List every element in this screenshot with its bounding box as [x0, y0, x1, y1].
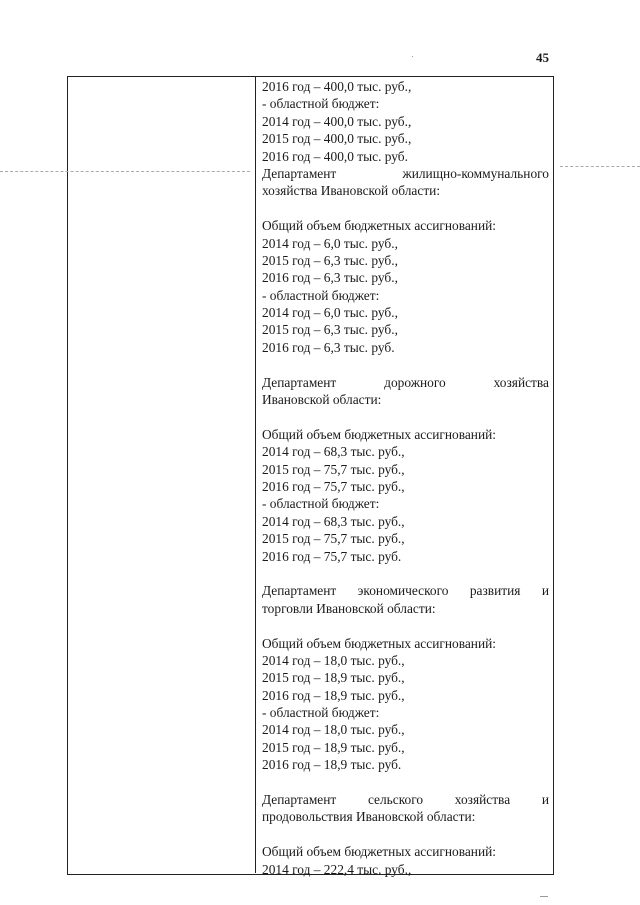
text-line: - областной бюджет:: [262, 96, 380, 112]
text-line: - областной бюджет:: [262, 496, 380, 512]
text-line: 2016 год – 75,7 тыс. руб.: [262, 548, 402, 564]
text-line: 2016 год – 75,7 тыс. руб.,: [262, 478, 405, 494]
text-line: Департамент экономического развития и: [262, 583, 549, 599]
text-line: 2016 год – 18,9 тыс. руб.: [262, 757, 402, 773]
text-line: 2015 год – 6,3 тыс. руб.,: [262, 322, 398, 338]
table-right-cell: [262, 78, 549, 878]
table-left-cell: [68, 77, 254, 872]
blank-line: [262, 200, 549, 217]
page-number: 45: [536, 50, 549, 65]
text-line: 2014 год – 6,0 тыс. руб.,: [262, 235, 398, 251]
text-line: 2016 год – 6,3 тыс. руб.,: [262, 270, 398, 286]
table-column-divider: [255, 76, 256, 873]
scan-dash-line-left: [0, 171, 250, 172]
text-line: продовольствия Ивановской области:: [262, 809, 476, 825]
scan-speck: [540, 896, 548, 897]
blank-line: [262, 565, 549, 582]
text-line: 2015 год – 400,0 тыс. руб.,: [262, 131, 412, 147]
blank-line: [262, 408, 549, 425]
text-line: 2015 год – 18,9 тыс. руб.,: [262, 739, 405, 755]
text-line: 2015 год – 6,3 тыс. руб.,: [262, 252, 398, 268]
text-line: 2014 год – 18,0 тыс. руб.,: [262, 652, 405, 668]
text-line: Департамент дорожного хозяйства: [262, 374, 549, 390]
text-line: 2014 год – 222,4 тыс. руб.,: [262, 861, 412, 877]
text-line: Департамент жилищно-коммунального: [262, 165, 549, 181]
text-line: - областной бюджет:: [262, 705, 380, 721]
blank-line: [262, 826, 549, 843]
scan-speck: [412, 56, 413, 57]
text-line: 2014 год – 18,0 тыс. руб.,: [262, 722, 405, 738]
blank-line: [262, 617, 549, 634]
text-line: 2016 год – 6,3 тыс. руб.: [262, 339, 395, 355]
text-line: 2014 год – 6,0 тыс. руб.,: [262, 305, 398, 321]
text-line: 2015 год – 75,7 тыс. руб.,: [262, 461, 405, 477]
text-line: Общий объем бюджетных ассигнований:: [262, 635, 497, 651]
text-line: - областной бюджет:: [262, 287, 380, 303]
text-line: 2016 год – 18,9 тыс. руб.,: [262, 687, 405, 703]
text-line: Департамент сельского хозяйства и: [262, 792, 549, 808]
text-line: хозяйства Ивановской области:: [262, 183, 441, 199]
text-line: 2016 год – 400,0 тыс. руб.: [262, 148, 408, 164]
blank-line: [262, 356, 549, 373]
text-line: Общий объем бюджетных ассигнований:: [262, 426, 497, 442]
text-line: 2014 год – 68,3 тыс. руб.,: [262, 513, 405, 529]
text-line: 2015 год – 18,9 тыс. руб.,: [262, 670, 405, 686]
scan-dash-line-right: [560, 166, 640, 167]
text-line: 2014 год – 400,0 тыс. руб.,: [262, 113, 412, 129]
text-line: торговли Ивановской области:: [262, 600, 436, 616]
blank-line: [262, 774, 549, 791]
text-line: Общий объем бюджетных ассигнований:: [262, 844, 497, 860]
text-line: Общий объем бюджетных ассигнований:: [262, 218, 497, 234]
text-line: Ивановской области:: [262, 392, 382, 408]
text-line: 2016 год – 400,0 тыс. руб.,: [262, 79, 412, 94]
text-line: 2014 год – 68,3 тыс. руб.,: [262, 444, 405, 460]
text-line: 2015 год – 75,7 тыс. руб.,: [262, 531, 405, 547]
